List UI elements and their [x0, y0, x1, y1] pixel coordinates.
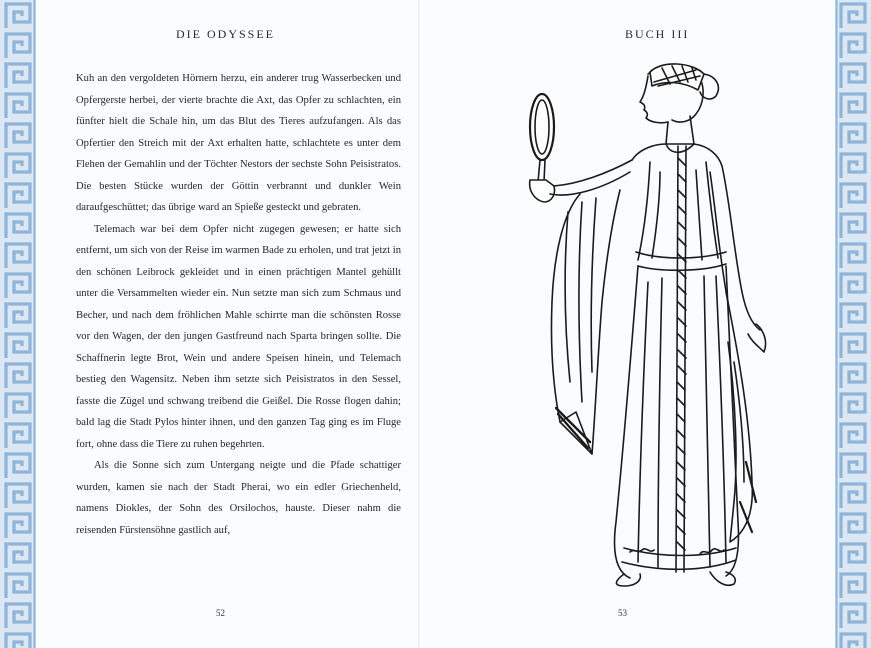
paragraph-2: Telemach war bei dem Opfer nicht zugegen gewesen; er hatte sich entfernt, um sich von der Reise im warmen Bade zu erholen, und trat jetzt in den schönen Leibrock gekleidet und in einen prächtigen Mantel gehüllt unter die Versammelten wieder ein. Nun setzte man sich zum Schmaus und Becher, und nach dem fröhlichen Mahle schirrte man die schönsten Rosse vor den Wagen, der den jungen Gastfreund nach Sparta bringen sollte. Die Schaffnerin legte Brot, Wein und andere Speisen hinein, und Telemach bestieg den Wagensitz. Neben ihm setzte sich Peisistratos in den Sessel, fasste die Zügel und schwang treibend die Geißel. Die Rosse flogen dahin; bald lag die Stadt Pylos hinter ihnen, und den ganzen Tag ging es im Fluge fort, ohne dass die Tiere zu ruhen begehrten.	[76, 223, 401, 450]
left-page	[36, 0, 420, 648]
running-head-right: BUCH III	[625, 27, 690, 41]
paragraph-3: Als die Sonne sich zum Untergang neigte und die Pfade schattiger wurden, kamen sie nach der Stadt Pherai, wo ein edler Griechenheld, namens Diokles, der Sohn des Orsilochos, hauste. Dieser nahm die reisenden Fürstensöhne gastlich auf,	[76, 460, 401, 536]
woman-with-mirror-illustration	[520, 62, 810, 592]
greek-key-border-left	[0, 0, 36, 648]
paragraph-1: Kuh an den vergoldeten Hörnern herzu, ein anderer trug Wasserbecken und Opfergerste herbei, der vierte brachte die Axt, das Opfer zu schlachten, ein fünfter hielt die Schale hin, um das Blut des Tieres aufzufangen. Als das Opfertier den Streich mit der Axt erhalten hatte, schlachtete es unter dem Flehen der Gemahlin und der Töchter Nestors der sechste Sohn Peisistratos. Die besten Stücke wurden der Göttin verbrannt und dunkler Wein daraufgeschüttet; das übrige ward an Spieße gesteckt und gebraten.	[76, 73, 401, 213]
body-text	[76, 68, 401, 541]
running-head-left: DIE ODYSSEE	[176, 27, 275, 41]
greek-key-border-right	[835, 0, 871, 648]
page-number-right: 53	[618, 608, 627, 618]
right-page	[420, 0, 835, 648]
page-number-left: 52	[216, 608, 225, 618]
